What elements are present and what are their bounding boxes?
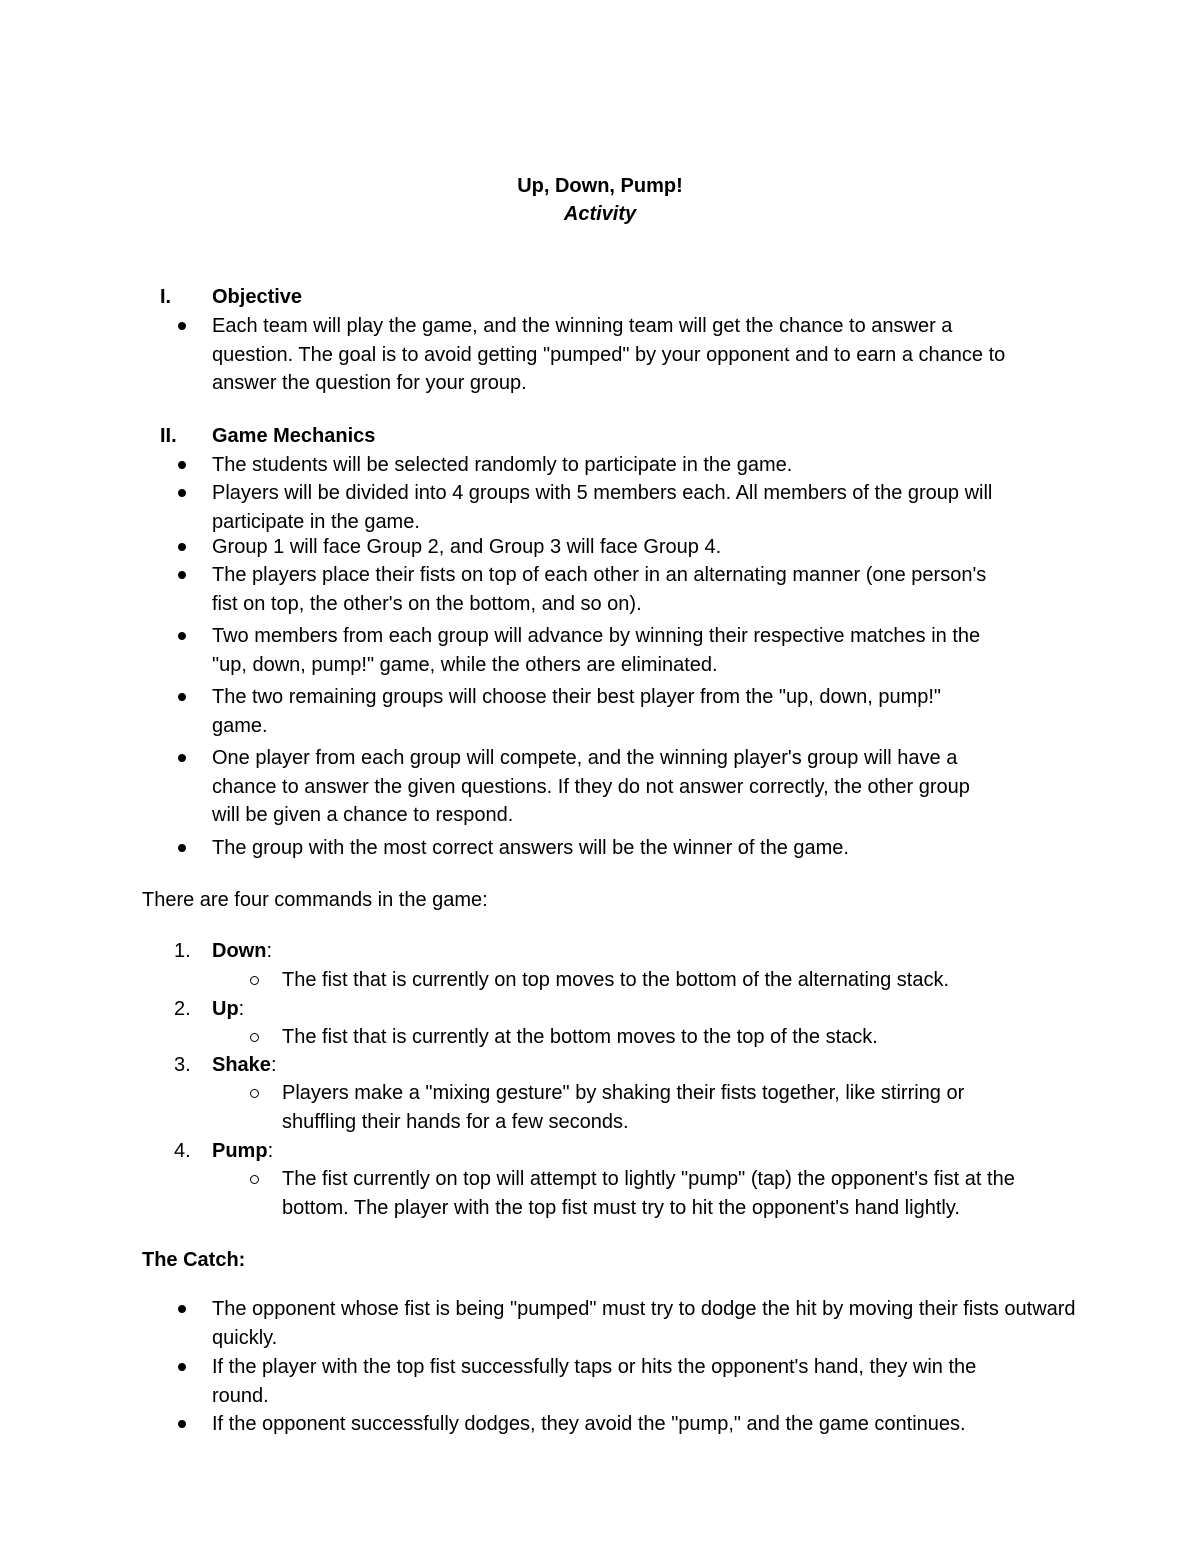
list-item: If the opponent successfully dodges, they avoid the "pump," and the game continues. <box>212 1413 966 1435</box>
bullet-icon <box>178 693 186 701</box>
list-item: Each team will play the game, and the winning team will get the chance to answer a question. The goal is to avoid getting "pumped" by your opponent and to earn a chance to answer the question for your group. <box>212 315 1006 394</box>
command-number: 4. <box>174 1140 191 1162</box>
bullet-icon <box>178 1420 186 1428</box>
bullet-icon <box>178 571 186 579</box>
bullet-icon <box>178 632 186 640</box>
command-description: The fist that is currently on top moves to the bottom of the alternating stack. <box>282 969 950 991</box>
command-description: The fist that is currently at the bottom moves to the top of the stack. <box>282 1026 878 1048</box>
command-name-shake: Shake: <box>212 1054 277 1076</box>
bullet-icon <box>178 543 186 551</box>
section-heading-objective: Objective <box>212 286 303 308</box>
list-item: One player from each group will compete, and the winning player's group will have a chance to answer the given questions. If they do not answer correctly, the other group will be given a chance to respond. <box>212 747 970 826</box>
list-item: Group 1 will face Group 2, and Group 3 will face Group 4. <box>212 536 722 558</box>
catch-heading: The Catch: <box>142 1249 246 1271</box>
command-description: The fist currently on top will attempt to lightly "pump" (tap) the opponent's fist at the bottom. The player with the top fist must try to hit the opponent's hand lightly. <box>282 1168 1015 1219</box>
bullet-icon <box>178 322 186 330</box>
command-name-text: Up <box>212 998 239 1020</box>
list-item: The two remaining groups will choose their best player from the "up, down, pump!" game. <box>212 686 942 737</box>
command-number: 1. <box>174 940 191 962</box>
list-item: The opponent whose fist is being "pumped" must try to dodge the hit by moving their fists outward quickly. <box>212 1298 1076 1349</box>
command-name-pump: Pump: <box>212 1140 274 1162</box>
bullet-icon <box>178 461 186 469</box>
commands-intro: There are four commands in the game: <box>142 889 488 911</box>
section-number-objective: I. <box>160 286 172 308</box>
command-number: 2. <box>174 998 191 1020</box>
bullet-icon <box>178 754 186 762</box>
document-subtitle: Activity <box>563 203 637 225</box>
bullet-icon <box>178 489 186 497</box>
circle-bullet-icon <box>250 1175 259 1184</box>
command-name-up: Up: <box>212 998 245 1020</box>
command-name-down: Down: <box>212 940 272 962</box>
bullet-icon <box>178 844 186 852</box>
command-name-text: Pump <box>212 1140 268 1162</box>
circle-bullet-icon <box>250 1033 259 1042</box>
list-item: Two members from each group will advance by winning their respective matches in the "up, down, pump!" game, while the others are eliminated. <box>212 625 981 676</box>
bullet-icon <box>178 1305 186 1313</box>
section-heading-mechanics: Game Mechanics <box>212 425 376 447</box>
document-title: Up, Down, Pump! <box>517 175 683 197</box>
command-description: Players make a "mixing gesture" by shaking their fists together, like stirring or shuffling their hands for a few seconds. <box>282 1082 965 1133</box>
command-number: 3. <box>174 1054 191 1076</box>
section-number-mechanics: II. <box>160 425 177 447</box>
list-item: The group with the most correct answers will be the winner of the game. <box>212 837 849 859</box>
list-item: The players place their fists on top of each other in an alternating manner (one person's fist on top, the other's on the bottom, and so on). <box>212 564 987 615</box>
list-item: The students will be selected randomly to participate in the game. <box>212 454 793 476</box>
list-item: If the player with the top fist successfully taps or hits the opponent's hand, they win the round. <box>212 1356 977 1407</box>
bullet-icon <box>178 1363 186 1371</box>
circle-bullet-icon <box>250 976 259 985</box>
command-name-text: Down <box>212 940 267 962</box>
command-name-text: Shake <box>212 1054 271 1076</box>
list-item: Players will be divided into 4 groups with 5 members each. All members of the group will participate in the game. <box>212 482 993 533</box>
circle-bullet-icon <box>250 1089 259 1098</box>
